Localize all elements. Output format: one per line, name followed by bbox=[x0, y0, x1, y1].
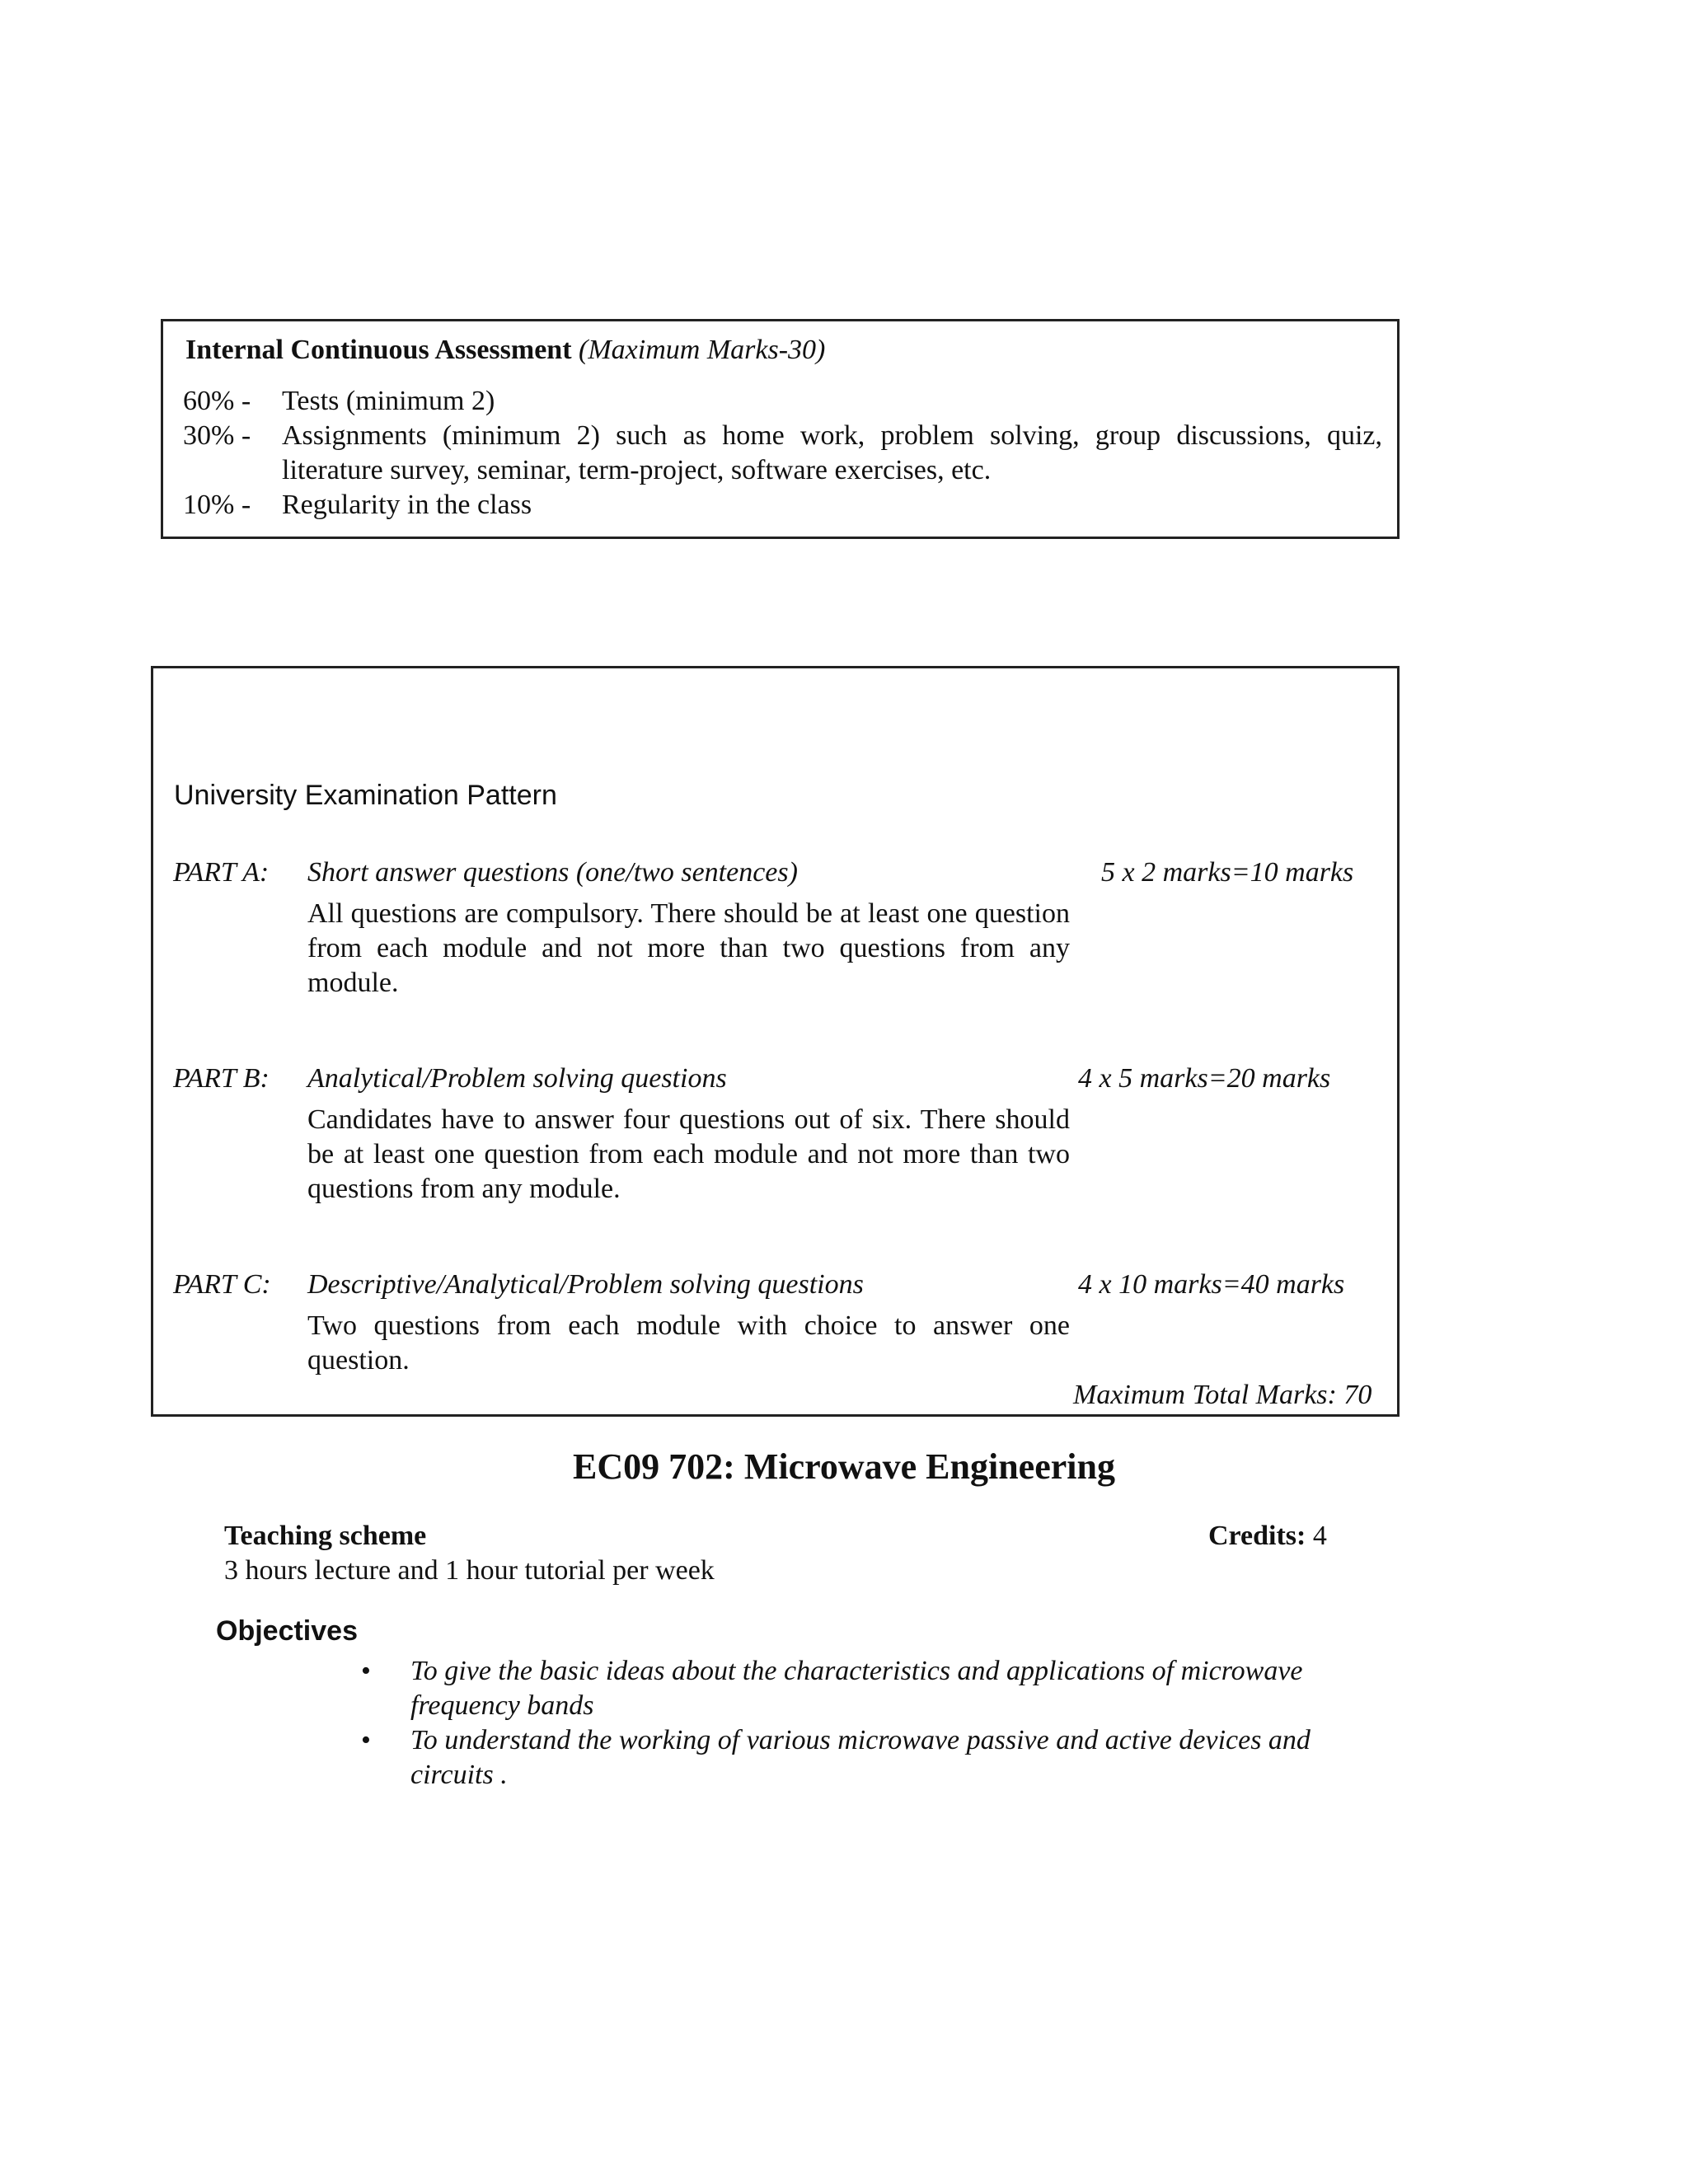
course-title: EC09 702: Microwave Engineering bbox=[573, 1446, 1115, 1487]
part-label: PART C: bbox=[173, 1269, 271, 1300]
bullet-icon: • bbox=[361, 1656, 371, 1686]
internal-assessment-box bbox=[161, 319, 1400, 539]
credits-value: 4 bbox=[1312, 1521, 1327, 1551]
ica-item-pct: 10% - bbox=[183, 490, 251, 520]
ica-item-pct: 30% - bbox=[183, 420, 251, 451]
part-marks: 5 x 2 marks=10 marks bbox=[1101, 857, 1354, 888]
credits bbox=[1208, 1519, 1327, 1554]
ica-item-text: Assignments (minimum 2) such as home work, problem solving, group discussions, quiz, literature survey, seminar, term-project, software exercises, etc. bbox=[282, 420, 1382, 485]
part-label: PART B: bbox=[173, 1063, 270, 1094]
part-description: Candidates have to answer four questions out of six. There should be at least one question from each module and not more than two questions from any module. bbox=[307, 1104, 1070, 1204]
exam-title: University Examination Pattern bbox=[174, 780, 557, 811]
part-description: Two questions from each module with choice to answer one question. bbox=[307, 1310, 1070, 1376]
ica-max-marks: (Maximum Marks-30) bbox=[579, 335, 826, 365]
bullet-icon: • bbox=[361, 1725, 371, 1755]
objectives-heading: Objectives bbox=[216, 1615, 358, 1647]
max-total-marks: Maximum Total Marks: 70 bbox=[1073, 1380, 1372, 1410]
ica-title: Internal Continuous Assessment bbox=[185, 335, 572, 365]
exam-pattern-box bbox=[151, 666, 1400, 1417]
ica-item-text: Tests (minimum 2) bbox=[282, 386, 495, 416]
part-heading: Descriptive/Analytical/Problem solving questions bbox=[307, 1269, 864, 1300]
ica-heading bbox=[185, 333, 825, 368]
part-marks: 4 x 5 marks=20 marks bbox=[1078, 1063, 1331, 1094]
ica-item-text: Regularity in the class bbox=[282, 490, 532, 520]
teaching-scheme-label: Teaching scheme bbox=[224, 1521, 427, 1551]
part-heading: Short answer questions (one/two sentences) bbox=[307, 857, 798, 888]
part-marks: 4 x 10 marks=40 marks bbox=[1078, 1269, 1345, 1300]
part-label: PART A: bbox=[173, 857, 270, 888]
objective-item: To give the basic ideas about the characteristics and applications of microwave frequency bands bbox=[410, 1656, 1303, 1721]
objective-item: To understand the working of various microwave passive and active devices and circuits . bbox=[410, 1725, 1311, 1790]
credits-label: Credits: bbox=[1208, 1521, 1306, 1551]
ica-item-pct: 60% - bbox=[183, 386, 251, 416]
part-heading: Analytical/Problem solving questions bbox=[307, 1063, 727, 1094]
teaching-hours: 3 hours lecture and 1 hour tutorial per week bbox=[224, 1555, 715, 1586]
part-description: All questions are compulsory. There should be at least one question from each module and not more than two questions from any module. bbox=[307, 898, 1070, 998]
